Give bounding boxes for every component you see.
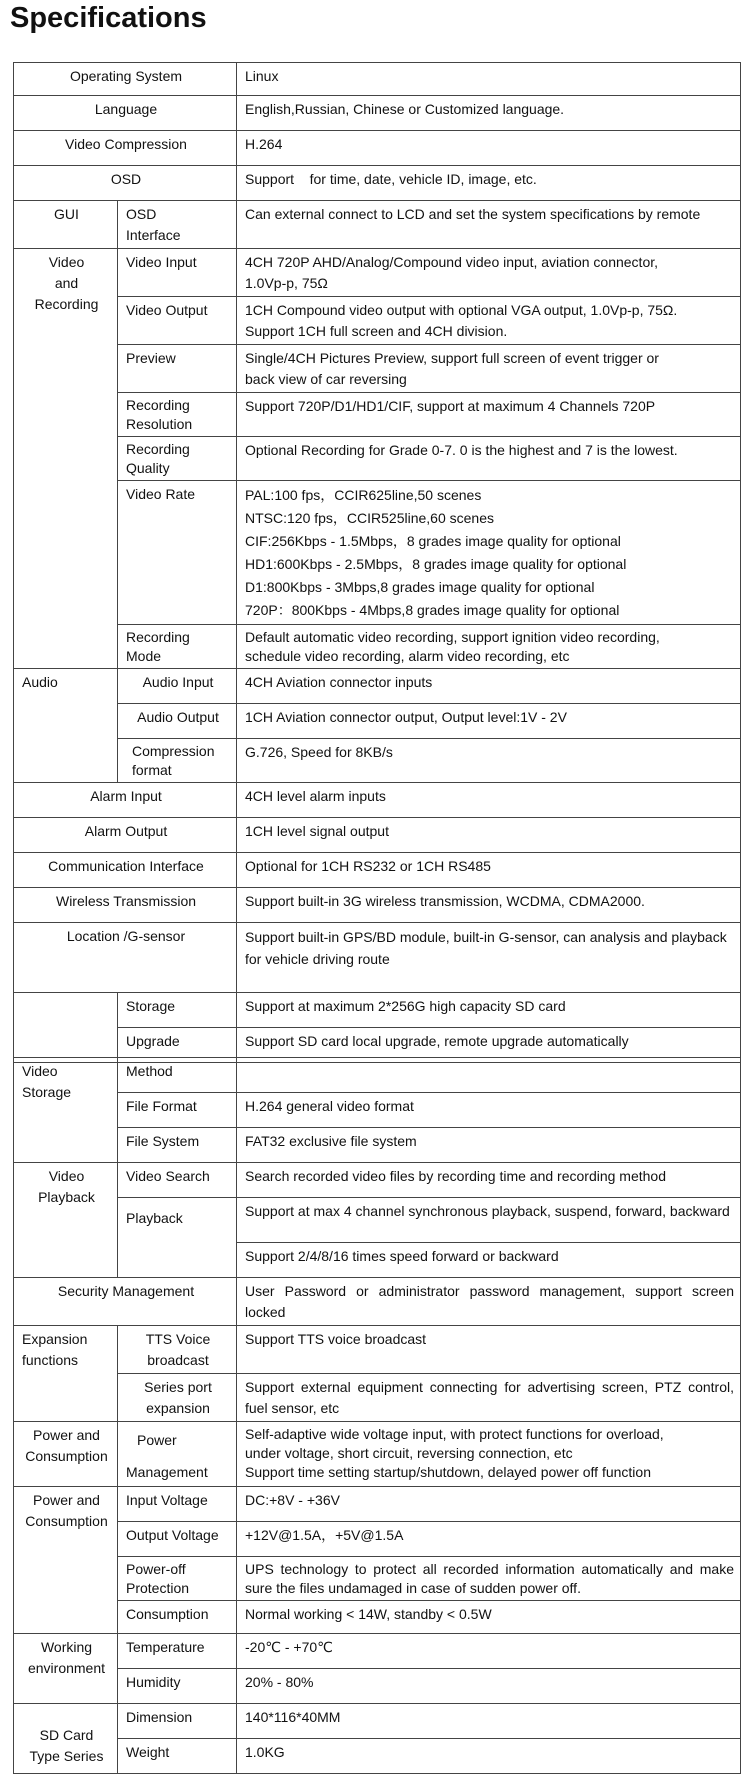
spec-label: Storage xyxy=(118,993,237,1028)
table-row xyxy=(14,625,741,669)
table-row xyxy=(14,1669,741,1704)
spec-value: 4CH Aviation connector inputs xyxy=(237,669,741,704)
table-row xyxy=(14,131,741,166)
spec-value: Support 2/4/8/16 times speed forward or backward xyxy=(237,1243,741,1278)
table-row xyxy=(14,1326,741,1374)
spec-label: Weight xyxy=(118,1739,237,1774)
spec-label: Compression format xyxy=(118,739,237,783)
table-row xyxy=(14,393,741,437)
spec-table-main xyxy=(13,62,741,1063)
spec-label: Preview xyxy=(118,345,237,393)
group-label: Working environment xyxy=(14,1634,118,1704)
spec-value: UPS technology to protect all recorded information automatically and make sure the files undamaged in case of sudden power off. xyxy=(237,1557,741,1601)
table-row xyxy=(14,739,741,783)
group-label: Power and Consumption xyxy=(14,1422,118,1487)
spec-label: Audio Input xyxy=(118,669,237,704)
spec-value: Normal working < 14W, standby < 0.5W xyxy=(237,1601,741,1634)
spec-label: Audio Output xyxy=(118,704,237,739)
spec-value: Support SD card local upgrade, remote upgrade automatically xyxy=(237,1028,741,1063)
table-row xyxy=(14,1198,741,1243)
table-row xyxy=(14,1093,741,1128)
spec-value: 4CH 720P AHD/Analog/Compound video input, aviation connector, 1.0Vp-p, 75Ω xyxy=(237,249,741,297)
spec-label: Security Management xyxy=(14,1278,237,1326)
table-row xyxy=(14,481,741,625)
spec-value: H.264 general video format xyxy=(237,1093,741,1128)
table-row xyxy=(14,669,741,704)
spec-label: Humidity xyxy=(118,1669,237,1704)
spec-label: Dimension xyxy=(118,1704,237,1739)
spec-label: File Format xyxy=(118,1093,237,1128)
spec-value: DC:+8V - +36V xyxy=(237,1487,741,1522)
spec-value: 1CH level signal output xyxy=(237,818,741,853)
table-row xyxy=(14,1557,741,1601)
table-row xyxy=(14,1487,741,1522)
spec-value: FAT32 exclusive file system xyxy=(237,1128,741,1163)
spec-label: Alarm Output xyxy=(14,818,237,853)
spec-label: Operating System xyxy=(14,63,237,96)
table-row xyxy=(14,1422,741,1487)
spec-table-secondary xyxy=(13,1057,741,1774)
spec-value: Support for time, date, vehicle ID, image, etc. xyxy=(237,166,741,201)
spec-label: Location /G-sensor xyxy=(14,923,237,993)
table-row xyxy=(14,166,741,201)
table-row xyxy=(14,783,741,818)
table-row xyxy=(14,853,741,888)
table-row xyxy=(14,1739,741,1774)
spec-label: Management xyxy=(126,1464,208,1480)
spec-label: OSD Interface xyxy=(118,201,237,249)
spec-value: Optional for 1CH RS232 or 1CH RS485 xyxy=(237,853,741,888)
spec-value: Default automatic video recording, support ignition video recording, schedule video recording, alarm video recording, etc xyxy=(237,625,741,669)
spec-label: Playback xyxy=(118,1198,237,1278)
table-row xyxy=(14,63,741,96)
table-row xyxy=(14,437,741,481)
spec-label: File System xyxy=(118,1128,237,1163)
table-row xyxy=(14,1634,741,1669)
group-label: SD Card Type Series xyxy=(14,1704,118,1774)
group-label: GUI xyxy=(14,201,118,249)
spec-label: Series port expansion xyxy=(118,1374,237,1422)
spec-value: Optional Recording for Grade 0-7. 0 is the highest and 7 is the lowest. xyxy=(237,437,741,481)
spec-value: 1CH Aviation connector output, Output level:1V - 2V xyxy=(237,704,741,739)
group-label: Power and Consumption xyxy=(14,1487,118,1634)
spec-value: Support TTS voice broadcast xyxy=(237,1326,741,1374)
table-row xyxy=(14,1374,741,1422)
spec-label: Power xyxy=(137,1432,177,1448)
table-row xyxy=(14,1128,741,1163)
spec-value: English,Russian, Chinese or Customized language. xyxy=(237,96,741,131)
spec-value: Linux xyxy=(237,63,741,96)
spec-value: User Password or administrator password management, support screen locked xyxy=(237,1278,741,1326)
spec-label: Video Search xyxy=(118,1163,237,1198)
table-row xyxy=(14,1601,741,1634)
table-row xyxy=(14,1704,741,1739)
spec-value: H.264 xyxy=(237,131,741,166)
spec-value: Can external connect to LCD and set the system specifications by remote xyxy=(237,201,741,249)
table-row xyxy=(14,345,741,393)
spec-value: Support external equipment connecting for advertising screen, PTZ control, fuel sensor, etc xyxy=(237,1374,741,1422)
group-label: Expansion functions xyxy=(14,1326,118,1422)
table-row xyxy=(14,818,741,853)
spec-value: Self-adaptive wide voltage input, with protect functions for overload, under voltage, short circuit, reversing connection, etc Support time setting startup/shutdown, delayed power off function xyxy=(237,1422,741,1487)
spec-label: Language xyxy=(14,96,237,131)
spec-label: Recording Quality xyxy=(118,437,237,481)
spec-value xyxy=(237,1058,741,1093)
group-label: Video Storage xyxy=(14,1058,118,1163)
spec-label: Wireless Transmission xyxy=(14,888,237,923)
spec-label: Video Input xyxy=(118,249,237,297)
spec-label: Recording Resolution xyxy=(118,393,237,437)
table-row xyxy=(14,704,741,739)
spec-label: Input Voltage xyxy=(118,1487,237,1522)
spec-value: Support built-in GPS/BD module, built-in G-sensor, can analysis and playback for vehicle driving route xyxy=(237,923,741,993)
table-row xyxy=(14,923,741,993)
table-row xyxy=(14,888,741,923)
spec-label: TTS Voice broadcast xyxy=(118,1326,237,1374)
spec-label: Video Output xyxy=(118,297,237,345)
spec-value: +12V@1.5A，+5V@1.5A xyxy=(237,1522,741,1557)
spec-label: Video Compression xyxy=(14,131,237,166)
spec-value: Search recorded video files by recording time and recording method xyxy=(237,1163,741,1198)
spec-label: Recording Mode xyxy=(118,625,237,669)
spec-label: Power-off Protection xyxy=(118,1557,237,1601)
spec-label: Temperature xyxy=(118,1634,237,1669)
spec-value: 140*116*40MM xyxy=(237,1704,741,1739)
spec-label: Output Voltage xyxy=(118,1522,237,1557)
table-row xyxy=(14,201,741,249)
spec-value: 1.0KG xyxy=(237,1739,741,1774)
spec-value: -20℃ - +70℃ xyxy=(237,1634,741,1669)
spec-value: 1CH Compound video output with optional VGA output, 1.0Vp-p, 75Ω. Support 1CH full screen and 4CH division. xyxy=(237,297,741,345)
spec-value: G.726, Speed for 8KB/s xyxy=(237,739,741,783)
group-label: Audio xyxy=(14,669,118,783)
spec-value: 20% - 80% xyxy=(237,1669,741,1704)
spec-label: Video Rate xyxy=(118,481,237,625)
spec-value: Support 720P/D1/HD1/CIF, support at maximum 4 Channels 720P xyxy=(237,393,741,437)
group-label: Video Playback xyxy=(14,1163,118,1278)
table-row xyxy=(14,96,741,131)
table-row xyxy=(14,1522,741,1557)
table-row xyxy=(14,1163,741,1198)
spec-value: Single/4CH Pictures Preview, support full screen of event trigger or back view of car reversing xyxy=(237,345,741,393)
blank-cell xyxy=(14,993,118,1063)
table-row xyxy=(14,1058,741,1093)
spec-label: Method xyxy=(118,1058,237,1093)
table-row xyxy=(14,297,741,345)
spec-value: 4CH level alarm inputs xyxy=(237,783,741,818)
spec-value: Support at max 4 channel synchronous playback, suspend, forward, backward xyxy=(237,1198,741,1243)
table-row xyxy=(14,1278,741,1326)
table-row xyxy=(14,993,741,1028)
group-label: Video and Recording xyxy=(14,249,118,669)
spec-value: PAL:100 fps，CCIR625line,50 scenes NTSC:120 fps，CCIR525line,60 scenes CIF:256Kbps - 1.5Mbps，8 grades image quality for optional HD1:600Kbps - 2.5Mbps，8 grades image quality for optional D1:800Kbps - 3Mbps,8 grades image quality for optional 720P：800Kbps - 4Mbps,8 grades image quality for optional xyxy=(237,481,741,625)
spec-label: Communication Interface xyxy=(14,853,237,888)
spec-label: Alarm Input xyxy=(14,783,237,818)
spec-label: Upgrade xyxy=(118,1028,237,1063)
spec-value: Support built-in 3G wireless transmission, WCDMA, CDMA2000. xyxy=(237,888,741,923)
spec-label: Consumption xyxy=(118,1601,237,1634)
power-management-label-cell xyxy=(118,1422,237,1487)
page-title: Specifications xyxy=(10,2,207,34)
spec-label: OSD xyxy=(14,166,237,201)
spec-value: Support at maximum 2*256G high capacity SD card xyxy=(237,993,741,1028)
table-row xyxy=(14,249,741,297)
